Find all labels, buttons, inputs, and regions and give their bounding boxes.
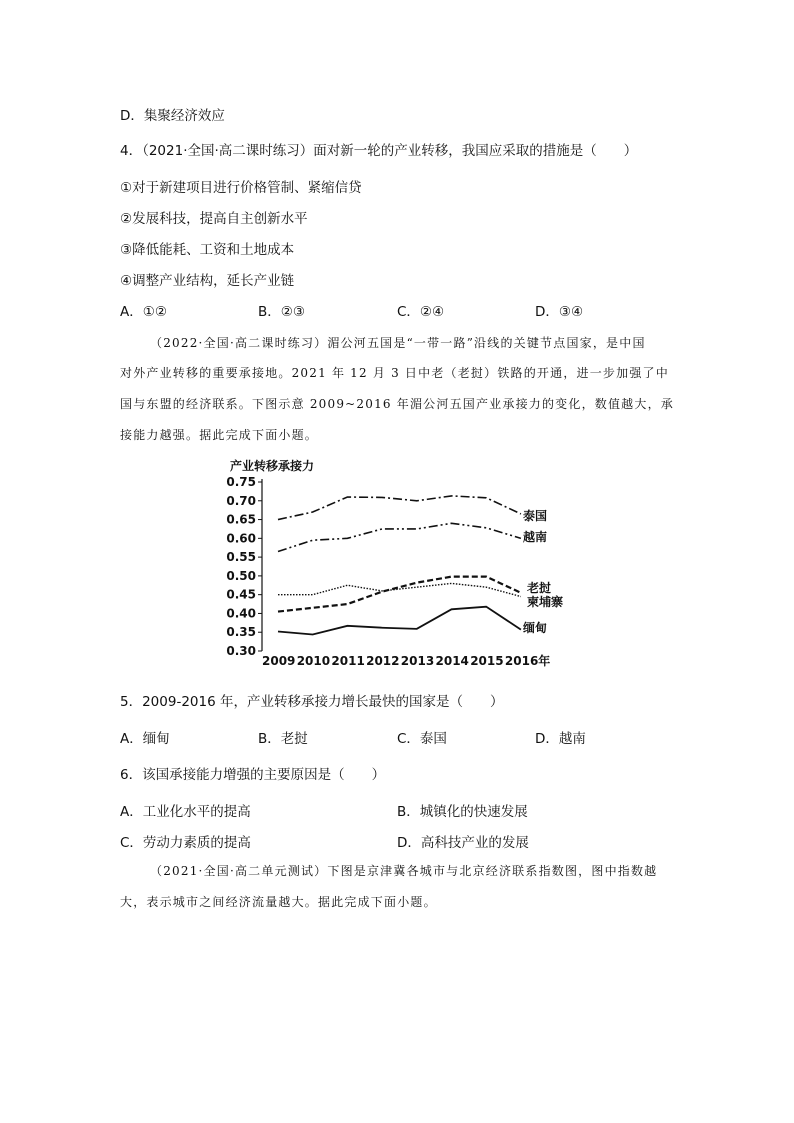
x-tick-label: 2014 — [435, 654, 469, 668]
question-5-option-b: B．老挝 — [258, 731, 308, 747]
question-4-item-1: ①对于新建项目进行价格管制、紧缩信贷 — [120, 180, 362, 196]
passage-2-line-1: （2021·全国·高二单元测试）下图是京津冀各城市与北京经济联系指数图，图中指数越 — [150, 864, 658, 878]
passage-1-line-1: （2022·全国·高二课时练习）湄公河五国是“一带一路”沿线的关键节点国家，是中国 — [150, 336, 646, 350]
question-4-option-c: C．②④ — [397, 304, 445, 320]
question-4-stem: 4．（2021·全国·高二课时练习）面对新一轮的产业转移，我国应采取的措施是（ ） — [120, 143, 638, 159]
y-tick-label: 0.30 — [226, 644, 256, 658]
question-4-option-b: B．②③ — [258, 304, 305, 320]
line-chart — [0, 455, 794, 675]
question-5-option-c: C．泰国 — [397, 731, 447, 747]
question-4-item-3: ③降低能耗、工资和土地成本 — [120, 242, 295, 258]
x-tick-label: 2009 — [262, 654, 296, 668]
y-tick-label: 0.65 — [226, 512, 256, 527]
x-tick-label: 2012 — [366, 654, 400, 668]
series-label-2: 越南 — [523, 530, 548, 544]
y-tick-label: 0.70 — [226, 493, 256, 508]
y-tick-label: 0.75 — [226, 475, 256, 489]
y-tick-label: 0.45 — [226, 587, 256, 602]
series-line-4 — [278, 583, 521, 596]
question-3-option-d: D．集聚经济效应 — [120, 108, 225, 124]
question-4-option-a: A．①② — [120, 304, 167, 320]
y-tick-label: 0.50 — [226, 568, 256, 583]
x-tick-label: 2013 — [400, 654, 435, 668]
x-tick-label: 2015 — [470, 654, 504, 668]
question-4-item-4: ④调整产业结构，延长产业链 — [120, 273, 295, 289]
series-label-5: 缅甸 — [523, 621, 548, 635]
passage-1-line-2: 对外产业转移的重要承接地。2021 年 12 月 3 日中老（老挝）铁路的开通，进一步加强了中 — [120, 366, 669, 380]
x-tick-label: 2016年 — [504, 654, 551, 668]
question-4-item-2: ②发展科技，提高自主创新水平 — [120, 211, 308, 227]
series-line-2 — [278, 523, 521, 551]
y-tick-label: 0.55 — [226, 550, 256, 565]
x-tick-label: 2010 — [296, 654, 331, 668]
question-6-option-a: A．工业化水平的提高 — [120, 804, 251, 820]
chart-y-axis-label: 产业转移承接力 — [230, 459, 315, 473]
question-5-option-a: A．缅甸 — [120, 731, 170, 747]
x-tick-label: 2011 — [331, 654, 365, 668]
question-6-option-c: C．劳动力素质的提高 — [120, 835, 251, 851]
y-tick-label: 0.40 — [226, 606, 256, 621]
series-label-1: 泰国 — [523, 509, 548, 523]
passage-1-line-4: 接能力越强。据此完成下面小题。 — [120, 428, 319, 442]
y-tick-label: 0.35 — [226, 625, 256, 640]
question-6-option-d: D．高科技产业的发展 — [397, 835, 529, 851]
question-5-option-d: D．越南 — [535, 731, 586, 747]
series-label-3: 老挝 — [527, 581, 552, 595]
question-6-option-b: B．城镇化的快速发展 — [397, 804, 528, 820]
series-line-5 — [278, 607, 521, 635]
y-tick-label: 0.60 — [226, 531, 256, 546]
passage-1-line-3: 国与东盟的经济联系。下图示意 2009~2016 年湄公河五国产业承接力的变化，数值越大，承 — [120, 397, 674, 411]
question-4-option-d: D．③④ — [535, 304, 584, 320]
series-line-1 — [278, 496, 521, 520]
question-6-stem: 6．该国承接能力增强的主要原因是（ ） — [120, 767, 386, 783]
passage-2-line-2: 大，表示城市之间经济流量越大。据此完成下面小题。 — [120, 895, 437, 909]
question-5-stem: 5．2009-2016 年，产业转移承接力增长最快的国家是（ ） — [120, 694, 504, 710]
series-label-4: 柬埔寨 — [527, 595, 564, 609]
